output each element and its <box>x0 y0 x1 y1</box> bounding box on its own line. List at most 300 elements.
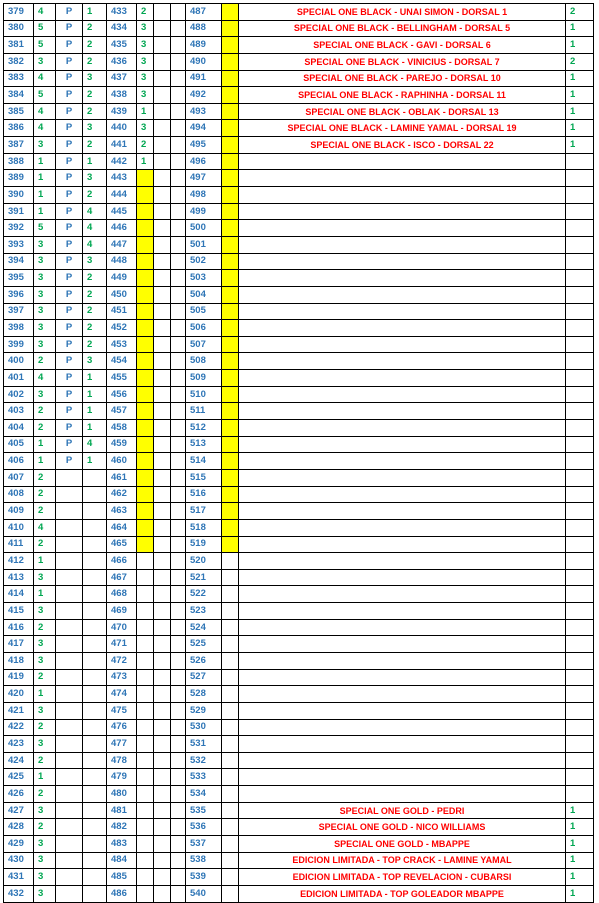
quantity-col4: 2 <box>83 320 107 337</box>
sticker-number-col9: 510 <box>186 386 222 403</box>
sticker-number-col5: 485 <box>107 869 137 886</box>
sticker-number-col9: 508 <box>186 353 222 370</box>
quantity-col12: 1 <box>566 70 594 87</box>
sticker-number-col5: 437 <box>107 70 137 87</box>
quantity-col12 <box>566 636 594 653</box>
quantity-col12 <box>566 203 594 220</box>
sticker-number-col1: 396 <box>4 286 34 303</box>
empty-cell-col7 <box>154 70 171 87</box>
quantity-col12: 2 <box>566 4 594 21</box>
sticker-number-col9: 518 <box>186 519 222 536</box>
marker-col3 <box>56 469 83 486</box>
table-row <box>4 170 594 187</box>
quantity-col4 <box>83 719 107 736</box>
quantity-col4 <box>83 569 107 586</box>
marker-col3: P <box>56 53 83 70</box>
special-card-description <box>239 386 566 403</box>
quantity-col6 <box>137 769 154 786</box>
sticker-number-col5: 467 <box>107 569 137 586</box>
quantity-col2: 5 <box>34 220 56 237</box>
sticker-number-col9: 492 <box>186 87 222 104</box>
empty-cell-col7 <box>154 386 171 403</box>
highlight-cell-col10 <box>222 436 239 453</box>
empty-cell-col7 <box>154 885 171 902</box>
sticker-number-col5: 477 <box>107 736 137 753</box>
sticker-number-col9: 515 <box>186 469 222 486</box>
quantity-col6 <box>137 236 154 253</box>
quantity-col2: 4 <box>34 103 56 120</box>
marker-col3: P <box>56 220 83 237</box>
quantity-col12 <box>566 752 594 769</box>
table-row <box>4 536 594 553</box>
empty-cell-col7 <box>154 353 171 370</box>
special-card-description <box>239 353 566 370</box>
highlight-cell-col10 <box>222 869 239 886</box>
table-row <box>4 203 594 220</box>
quantity-col4: 2 <box>83 286 107 303</box>
empty-cell-col8 <box>171 103 186 120</box>
empty-cell-col7 <box>154 403 171 420</box>
empty-cell-col8 <box>171 220 186 237</box>
table-row <box>4 37 594 54</box>
special-card-description: SPECIAL ONE BLACK - GAVI - DORSAL 6 <box>239 37 566 54</box>
empty-cell-col7 <box>154 4 171 21</box>
marker-col3: P <box>56 4 83 21</box>
sticker-number-col5: 433 <box>107 4 137 21</box>
sticker-number-col1: 402 <box>4 386 34 403</box>
quantity-col6 <box>137 503 154 520</box>
table-row <box>4 469 594 486</box>
table-row <box>4 420 594 437</box>
highlight-cell-col10 <box>222 619 239 636</box>
sticker-number-col1: 432 <box>4 885 34 902</box>
marker-col3 <box>56 852 83 869</box>
quantity-col4: 2 <box>83 187 107 204</box>
special-card-description <box>239 569 566 586</box>
quantity-col12: 1 <box>566 103 594 120</box>
marker-col3: P <box>56 170 83 187</box>
quantity-col6 <box>137 719 154 736</box>
sticker-number-col1: 391 <box>4 203 34 220</box>
marker-col3: P <box>56 370 83 387</box>
table-row <box>4 553 594 570</box>
empty-cell-col7 <box>154 836 171 853</box>
quantity-col6 <box>137 702 154 719</box>
special-card-description: SPECIAL ONE GOLD - NICO WILLIAMS <box>239 819 566 836</box>
quantity-col4 <box>83 686 107 703</box>
table-row <box>4 885 594 902</box>
highlight-cell-col10 <box>222 137 239 154</box>
quantity-col4: 2 <box>83 20 107 37</box>
table-row <box>4 403 594 420</box>
highlight-cell-col10 <box>222 220 239 237</box>
sticker-number-col5: 453 <box>107 336 137 353</box>
sticker-number-col9: 532 <box>186 752 222 769</box>
quantity-col4 <box>83 869 107 886</box>
highlight-cell-col10 <box>222 819 239 836</box>
sticker-number-col1: 430 <box>4 852 34 869</box>
table-row <box>4 20 594 37</box>
empty-cell-col8 <box>171 836 186 853</box>
empty-cell-col7 <box>154 586 171 603</box>
sticker-number-col9: 517 <box>186 503 222 520</box>
marker-col3 <box>56 569 83 586</box>
table-row <box>4 53 594 70</box>
special-card-description: EDICION LIMITADA - TOP GOLEADOR MBAPPE <box>239 885 566 902</box>
quantity-col6 <box>137 686 154 703</box>
quantity-col4 <box>83 802 107 819</box>
quantity-col4: 2 <box>83 137 107 154</box>
quantity-col4: 3 <box>83 120 107 137</box>
sticker-number-col9: 501 <box>186 236 222 253</box>
quantity-col6 <box>137 187 154 204</box>
quantity-col4: 4 <box>83 220 107 237</box>
sticker-number-col5: 434 <box>107 20 137 37</box>
table-row <box>4 736 594 753</box>
sticker-number-col5: 468 <box>107 586 137 603</box>
table-row <box>4 187 594 204</box>
special-card-description <box>239 469 566 486</box>
sticker-number-col5: 435 <box>107 37 137 54</box>
marker-col3: P <box>56 120 83 137</box>
quantity-col4: 2 <box>83 87 107 104</box>
empty-cell-col7 <box>154 852 171 869</box>
quantity-col2: 3 <box>34 386 56 403</box>
special-card-description <box>239 153 566 170</box>
sticker-number-col5: 479 <box>107 769 137 786</box>
empty-cell-col8 <box>171 769 186 786</box>
sticker-number-col9: 533 <box>186 769 222 786</box>
quantity-col2: 2 <box>34 786 56 803</box>
highlight-cell-col10 <box>222 802 239 819</box>
quantity-col4: 4 <box>83 436 107 453</box>
quantity-col2: 2 <box>34 752 56 769</box>
sticker-number-col5: 474 <box>107 686 137 703</box>
highlight-cell-col10 <box>222 270 239 287</box>
empty-cell-col8 <box>171 586 186 603</box>
special-card-description <box>239 636 566 653</box>
quantity-col4 <box>83 586 107 603</box>
sticker-number-col1: 386 <box>4 120 34 137</box>
sticker-number-col5: 465 <box>107 536 137 553</box>
highlight-cell-col10 <box>222 702 239 719</box>
sticker-number-col5: 450 <box>107 286 137 303</box>
highlight-cell-col10 <box>222 586 239 603</box>
quantity-col2: 3 <box>34 736 56 753</box>
quantity-col6: 1 <box>137 103 154 120</box>
empty-cell-col8 <box>171 87 186 104</box>
highlight-cell-col10 <box>222 286 239 303</box>
special-card-description <box>239 187 566 204</box>
empty-cell-col8 <box>171 819 186 836</box>
quantity-col6 <box>137 869 154 886</box>
quantity-col12: 1 <box>566 885 594 902</box>
empty-cell-col8 <box>171 736 186 753</box>
quantity-col2: 1 <box>34 553 56 570</box>
highlight-cell-col10 <box>222 320 239 337</box>
quantity-col4 <box>83 619 107 636</box>
marker-col3 <box>56 686 83 703</box>
special-card-description: EDICION LIMITADA - TOP CRACK - LAMINE YAMAL <box>239 852 566 869</box>
quantity-col4 <box>83 503 107 520</box>
sticker-number-col1: 403 <box>4 403 34 420</box>
quantity-col6 <box>137 253 154 270</box>
quantity-col6 <box>137 303 154 320</box>
highlight-cell-col10 <box>222 469 239 486</box>
quantity-col12 <box>566 420 594 437</box>
marker-col3 <box>56 819 83 836</box>
marker-col3: P <box>56 103 83 120</box>
sticker-number-col9: 496 <box>186 153 222 170</box>
sticker-number-col9: 537 <box>186 836 222 853</box>
quantity-col6 <box>137 320 154 337</box>
marker-col3: P <box>56 453 83 470</box>
highlight-cell-col10 <box>222 70 239 87</box>
special-card-description <box>239 719 566 736</box>
sticker-number-col1: 392 <box>4 220 34 237</box>
sticker-number-col1: 413 <box>4 569 34 586</box>
sticker-number-col9: 506 <box>186 320 222 337</box>
quantity-col2: 3 <box>34 569 56 586</box>
quantity-col12 <box>566 786 594 803</box>
special-card-description <box>239 586 566 603</box>
marker-col3: P <box>56 236 83 253</box>
empty-cell-col7 <box>154 37 171 54</box>
quantity-col2: 3 <box>34 336 56 353</box>
sticker-number-col1: 379 <box>4 4 34 21</box>
table-row <box>4 353 594 370</box>
sticker-number-col5: 466 <box>107 553 137 570</box>
empty-cell-col7 <box>154 669 171 686</box>
special-card-description: SPECIAL ONE BLACK - VINICIUS - DORSAL 7 <box>239 53 566 70</box>
empty-cell-col7 <box>154 170 171 187</box>
quantity-col2: 2 <box>34 469 56 486</box>
table-row <box>4 519 594 536</box>
empty-cell-col8 <box>171 170 186 187</box>
empty-cell-col7 <box>154 603 171 620</box>
quantity-col2: 3 <box>34 286 56 303</box>
sticker-number-col1: 400 <box>4 353 34 370</box>
quantity-col12 <box>566 619 594 636</box>
sticker-number-col1: 390 <box>4 187 34 204</box>
quantity-col12 <box>566 403 594 420</box>
table-row <box>4 103 594 120</box>
sticker-number-col1: 410 <box>4 519 34 536</box>
empty-cell-col7 <box>154 203 171 220</box>
sticker-number-col9: 494 <box>186 120 222 137</box>
sticker-number-col5: 447 <box>107 236 137 253</box>
sticker-number-col5: 470 <box>107 619 137 636</box>
quantity-col12: 1 <box>566 802 594 819</box>
empty-cell-col7 <box>154 636 171 653</box>
quantity-col12 <box>566 436 594 453</box>
quantity-col4 <box>83 885 107 902</box>
highlight-cell-col10 <box>222 603 239 620</box>
special-card-description <box>239 303 566 320</box>
sticker-number-col1: 429 <box>4 836 34 853</box>
highlight-cell-col10 <box>222 686 239 703</box>
empty-cell-col8 <box>171 303 186 320</box>
special-card-description <box>239 702 566 719</box>
table-row <box>4 852 594 869</box>
empty-cell-col7 <box>154 103 171 120</box>
marker-col3: P <box>56 353 83 370</box>
quantity-col6 <box>137 486 154 503</box>
empty-cell-col7 <box>154 153 171 170</box>
quantity-col4: 2 <box>83 270 107 287</box>
quantity-col6: 3 <box>137 120 154 137</box>
sticker-number-col9: 536 <box>186 819 222 836</box>
empty-cell-col8 <box>171 20 186 37</box>
special-card-description: SPECIAL ONE BLACK - RAPHINHA - DORSAL 11 <box>239 87 566 104</box>
quantity-col6 <box>137 836 154 853</box>
quantity-col6 <box>137 569 154 586</box>
empty-cell-col8 <box>171 652 186 669</box>
quantity-col6 <box>137 736 154 753</box>
quantity-col12 <box>566 702 594 719</box>
sticker-number-col1: 401 <box>4 370 34 387</box>
sticker-number-col1: 409 <box>4 503 34 520</box>
marker-col3: P <box>56 320 83 337</box>
marker-col3: P <box>56 20 83 37</box>
sticker-number-col9: 488 <box>186 20 222 37</box>
quantity-col12 <box>566 519 594 536</box>
sticker-number-col9: 497 <box>186 170 222 187</box>
empty-cell-col8 <box>171 486 186 503</box>
sticker-number-col5: 472 <box>107 652 137 669</box>
empty-cell-col7 <box>154 486 171 503</box>
empty-cell-col7 <box>154 686 171 703</box>
sticker-number-col9: 538 <box>186 852 222 869</box>
special-card-description: SPECIAL ONE BLACK - UNAI SIMON - DORSAL 1 <box>239 4 566 21</box>
quantity-col2: 4 <box>34 4 56 21</box>
sticker-number-col5: 478 <box>107 752 137 769</box>
highlight-cell-col10 <box>222 253 239 270</box>
sticker-number-col5: 438 <box>107 87 137 104</box>
quantity-col12: 1 <box>566 852 594 869</box>
marker-col3 <box>56 486 83 503</box>
highlight-cell-col10 <box>222 4 239 21</box>
quantity-col2: 4 <box>34 519 56 536</box>
quantity-col2: 4 <box>34 70 56 87</box>
quantity-col4 <box>83 752 107 769</box>
special-card-description <box>239 652 566 669</box>
quantity-col6: 1 <box>137 153 154 170</box>
empty-cell-col8 <box>171 320 186 337</box>
quantity-col4: 1 <box>83 370 107 387</box>
sticker-number-col1: 404 <box>4 420 34 437</box>
highlight-cell-col10 <box>222 303 239 320</box>
empty-cell-col7 <box>154 553 171 570</box>
sticker-number-col5: 486 <box>107 885 137 902</box>
quantity-col2: 2 <box>34 486 56 503</box>
quantity-col2: 2 <box>34 536 56 553</box>
table-row <box>4 336 594 353</box>
sticker-number-col1: 431 <box>4 869 34 886</box>
quantity-col12: 1 <box>566 20 594 37</box>
sticker-number-col5: 484 <box>107 852 137 869</box>
table-row <box>4 669 594 686</box>
sticker-number-col1: 393 <box>4 236 34 253</box>
empty-cell-col8 <box>171 286 186 303</box>
quantity-col2: 1 <box>34 170 56 187</box>
sticker-number-col9: 525 <box>186 636 222 653</box>
quantity-col12 <box>566 603 594 620</box>
table-row <box>4 603 594 620</box>
quantity-col4 <box>83 819 107 836</box>
marker-col3: P <box>56 403 83 420</box>
empty-cell-col8 <box>171 370 186 387</box>
quantity-col4: 2 <box>83 37 107 54</box>
quantity-col12: 1 <box>566 869 594 886</box>
empty-cell-col7 <box>154 619 171 636</box>
empty-cell-col7 <box>154 336 171 353</box>
empty-cell-col8 <box>171 636 186 653</box>
quantity-col2: 2 <box>34 619 56 636</box>
empty-cell-col8 <box>171 253 186 270</box>
table-row <box>4 802 594 819</box>
marker-col3: P <box>56 436 83 453</box>
highlight-cell-col10 <box>222 236 239 253</box>
quantity-col6 <box>137 885 154 902</box>
sticker-number-col5: 482 <box>107 819 137 836</box>
sticker-number-col1: 415 <box>4 603 34 620</box>
sticker-number-col1: 405 <box>4 436 34 453</box>
quantity-col2: 3 <box>34 53 56 70</box>
quantity-col2: 1 <box>34 187 56 204</box>
table-row <box>4 236 594 253</box>
highlight-cell-col10 <box>222 87 239 104</box>
highlight-cell-col10 <box>222 53 239 70</box>
sticker-number-col1: 406 <box>4 453 34 470</box>
sticker-number-col5: 471 <box>107 636 137 653</box>
quantity-col4: 1 <box>83 386 107 403</box>
highlight-cell-col10 <box>222 752 239 769</box>
quantity-col12: 2 <box>566 53 594 70</box>
quantity-col6: 3 <box>137 53 154 70</box>
quantity-col6 <box>137 403 154 420</box>
marker-col3: P <box>56 270 83 287</box>
sticker-number-col5: 483 <box>107 836 137 853</box>
special-card-description <box>239 603 566 620</box>
sticker-number-col9: 493 <box>186 103 222 120</box>
marker-col3: P <box>56 137 83 154</box>
table-row <box>4 70 594 87</box>
sticker-number-col1: 394 <box>4 253 34 270</box>
quantity-col12: 1 <box>566 37 594 54</box>
sticker-number-col1: 387 <box>4 137 34 154</box>
special-card-description <box>239 336 566 353</box>
quantity-col2: 3 <box>34 137 56 154</box>
empty-cell-col8 <box>171 519 186 536</box>
quantity-col12 <box>566 652 594 669</box>
marker-col3: P <box>56 153 83 170</box>
empty-cell-col8 <box>171 536 186 553</box>
empty-cell-col8 <box>171 187 186 204</box>
special-card-description <box>239 536 566 553</box>
special-card-description: SPECIAL ONE BLACK - ISCO - DORSAL 22 <box>239 137 566 154</box>
quantity-col4 <box>83 736 107 753</box>
sticker-number-col5: 448 <box>107 253 137 270</box>
quantity-col4: 1 <box>83 153 107 170</box>
empty-cell-col7 <box>154 286 171 303</box>
quantity-col2: 2 <box>34 403 56 420</box>
sticker-number-col5: 445 <box>107 203 137 220</box>
quantity-col4: 1 <box>83 403 107 420</box>
quantity-col2: 3 <box>34 303 56 320</box>
quantity-col2: 1 <box>34 203 56 220</box>
quantity-col12 <box>566 153 594 170</box>
